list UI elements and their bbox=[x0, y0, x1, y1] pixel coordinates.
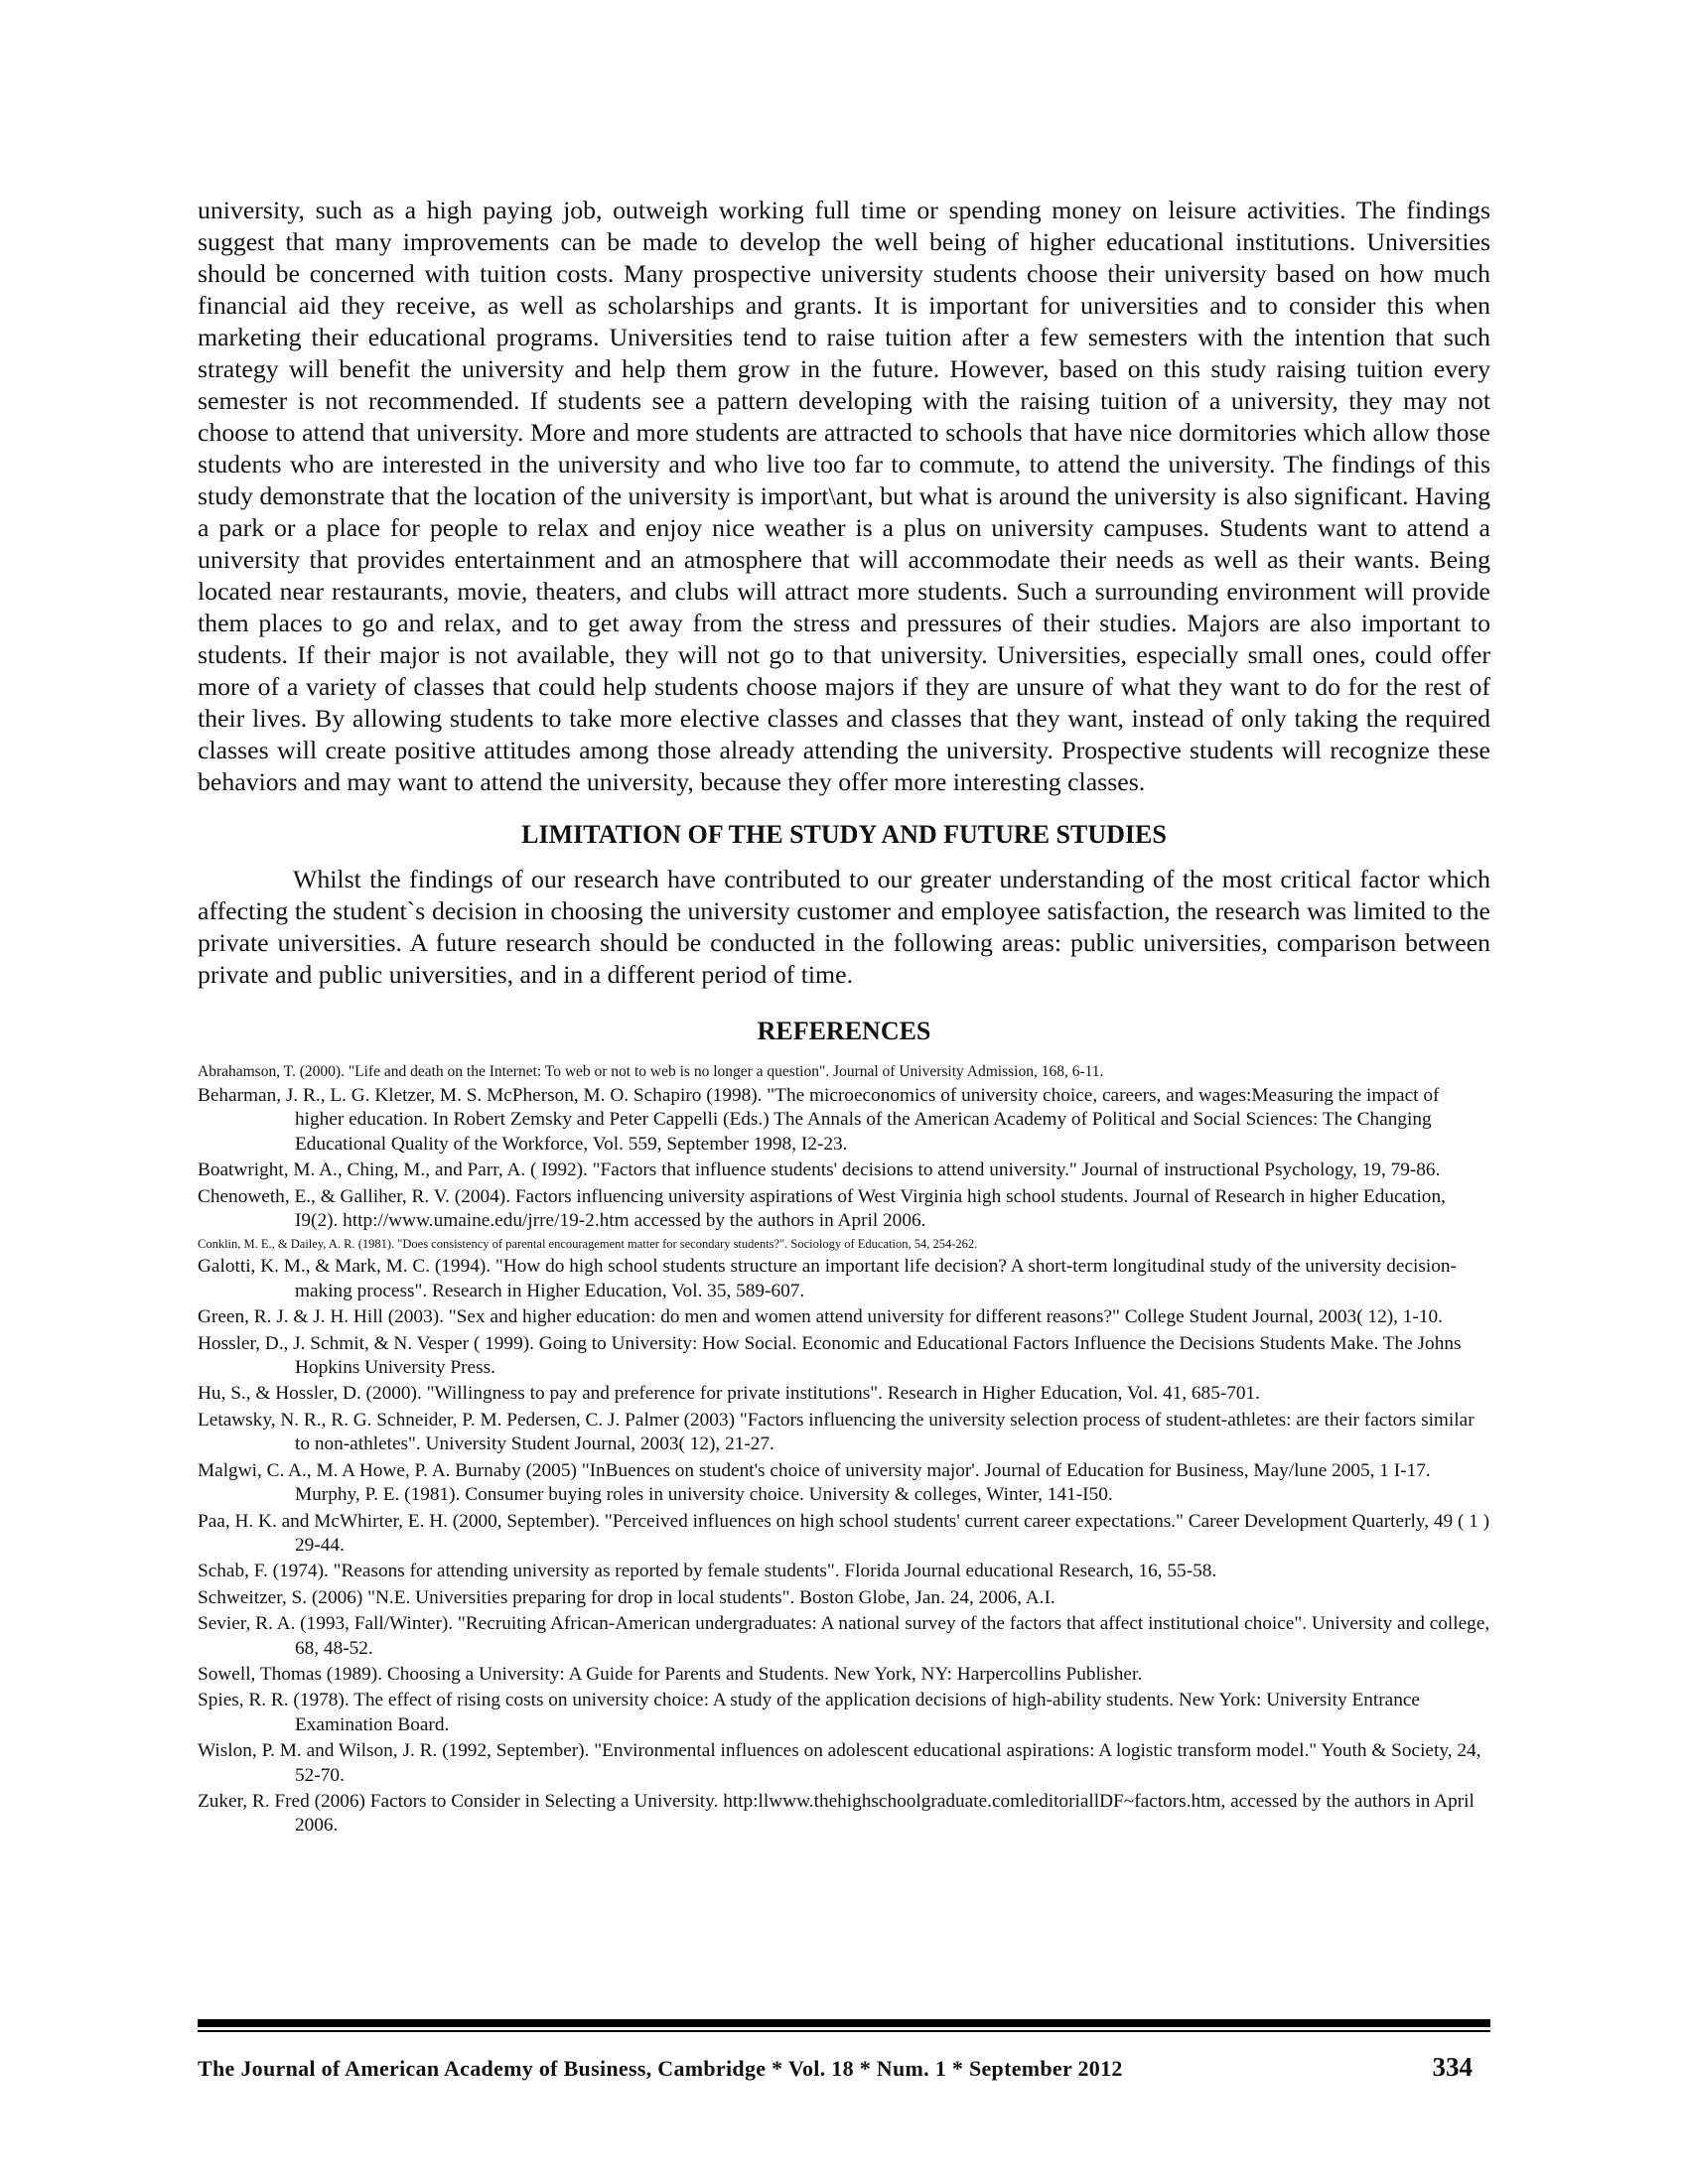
reference-item: Schab, F. (1974). "Reasons for attending university as reported by female students". Florida Journal educational Research, 16, 55-58. bbox=[198, 1561, 1217, 1582]
reference-item: Galotti, K. M., & Mark, M. C. (1994). "How do high school students structure an important life decision? A short-term longitudinal study of the university decision-making process". Research in Higher Education, Vol. 35, 589-607. bbox=[198, 1256, 1457, 1301]
reference-item: Spies, R. R. (1978). The effect of rising costs on university choice: A study of the application decisions of high-ability students. New York: University Entrance Examination Board. bbox=[198, 1690, 1420, 1735]
body-paragraph: university, such as a high paying job, outweigh working full time or spending money on leisure activities. The findings suggest that many improvements can be made to develop the well being of higher educational institutions. Universities should be concerned with tuition costs. Many prospective university students choose their university based on how much financial aid they receive, as well as scholarships and grants. It is important for universities and to consider this when marketing their educational programs. Universities tend to raise tuition after a few semesters with the intention that such strategy will benefit the university and help them grow in the future. However, based on this study raising tuition every semester is not recommended. If students see a pattern developing with the raising tuition of a university, they may not choose to attend that university. More and more students are attracted to schools that have nice dormitories which allow those students who are interested in the university and who live too far to commute, to attend the university. The findings of this study demonstrate that the location of the university is import\ant, but what is around the university is also significant. Having a park or a place for people to relax and enjoy nice weather is a plus on university campuses. Students want to attend a university that provides entertainment and an atmosphere that will accommodate their needs as well as their wants. Being located near restaurants, movie, theaters, and clubs will attract more students. Such a surrounding environment will provide them places to go and relax, and to get away from the stress and pressures of their studies. Majors are also important to students. If their major is not available, they will not go to that university. Universities, especially small ones, could offer more of a variety of classes that could help students choose majors if they are unsure of what they want to do for the rest of their lives. By allowing students to take more elective classes and classes that they want, instead of only taking the required classes will create positive attitudes among those already attending the university. Prospective students will recognize these behaviors and may want to attend the university, because they offer more interesting classes. bbox=[198, 196, 1490, 796]
reference-item: Hu, S., & Hossler, D. (2000). "Willingness to pay and preference for private institutions". Research in Higher Education, Vol. 41, 685-701. bbox=[198, 1383, 1260, 1405]
page-content bbox=[198, 195, 1490, 1841]
reference-item: Letawsky, N. R., R. G. Schneider, P. M. Pedersen, C. J. Palmer (2003) "Factors influencing the university selection process of student-athletes: are their factors similar to non-athletes". University Student Journal, 2003( 12), 21-27. bbox=[198, 1409, 1475, 1455]
reference-item: Zuker, R. Fred (2006) Factors to Consider in Selecting a University. http:llwww.thehighschoolgraduate.comleditoriallDF~factors.htm, accessed by the authors in April 2006. bbox=[198, 1790, 1475, 1837]
limitation-paragraph: Whilst the findings of our research have contributed to our greater understanding of the most critical factor which affecting the student`s decision in choosing the university customer and employee satisfaction, the research was limited to the private universities. A future research should be conducted in the following areas: public universities, comparison between private and public universities, and in a different period of time. bbox=[198, 865, 1490, 989]
reference-item: Wislon, P. M. and Wilson, J. R. (1992, September). "Environmental influences on adolescent educational aspirations: A logistic transform model." Youth & Society, 24, 52-70. bbox=[198, 1740, 1481, 1786]
limitation-heading: LIMITATION OF THE STUDY AND FUTURE STUDIES bbox=[521, 820, 1167, 849]
references-list bbox=[198, 1062, 1490, 1839]
reference-item: Paa, H. K. and McWhirter, E. H. (2000, September). "Perceived influences on high school students' current career expectations." Career Development Quarterly, 49 ( 1 ) 29-44. bbox=[198, 1510, 1490, 1556]
journal-citation: The Journal of American Academy of Business, Cambridge * Vol. 18 * Num. 1 * September 2012 bbox=[198, 2056, 1123, 2081]
footer-rule-thin bbox=[198, 2030, 1490, 2032]
reference-item: Boatwright, M. A., Ching, M., and Parr, A. ( I992). "Factors that influence students' decisions to attend university." Journal of instructional Psychology, 19, 79-86. bbox=[198, 1160, 1441, 1181]
reference-item: Schweitzer, S. (2006) "N.E. Universities preparing for drop in local students". Boston Globe, Jan. 24, 2006, A.I. bbox=[198, 1586, 1055, 1608]
footer-rule-thick bbox=[198, 2019, 1490, 2027]
reference-item: Sevier, R. A. (1993, Fall/Winter). "Recruiting African-American undergraduates: A national survey of the factors that affect institutional choice". University and college, 68, 48-52. bbox=[198, 1613, 1490, 1659]
reference-item: Beharman, J. R., L. G. Kletzer, M. S. McPherson, M. O. Schapiro (1998). "The microeconomics of university choice, careers, and wages:Measuring the impact of higher education. In Robert Zemsky and Peter Cappelli (Eds.) The Annals of the American Academy of Political and Social Sciences: The Changing Educational Quality of the Workforce, Vol. 559, September 1998, I2-23. bbox=[198, 1085, 1440, 1155]
reference-item: Green, R. J. & J. H. Hill (2003). "Sex and higher education: do men and women attend university for different reasons?" College Student Journal, 2003( 12), 1-10. bbox=[198, 1306, 1443, 1328]
reference-item: Malgwi, C. A., M. A Howe, P. A. Burnaby (2005) "InBuences on student's choice of university major'. Journal of Education for Business, May/lune 2005, 1 I-17. Murphy, P. E. (1981). Consumer buying roles in university choice. University & colleges, Winter, 141-I50. bbox=[198, 1459, 1431, 1506]
page-footer bbox=[198, 2019, 1490, 2083]
reference-item: Abrahamson, T. (2000). "Life and death on the Internet: To web or not to web is no longer a question". Journal of University Admission, 168, 6-11. bbox=[198, 1063, 1104, 1080]
references-heading: REFERENCES bbox=[757, 1017, 931, 1045]
reference-item: Conklin, M. E., & Dailey, A. R. (1981). "Does consistency of parental encouragement matter for secondary students?". Sociology of Education, 54, 254-262. bbox=[198, 1237, 978, 1252]
reference-item: Sowell, Thomas (1989). Choosing a University: A Guide for Parents and Students. New York, NY: Harpercollins Publisher. bbox=[198, 1663, 1143, 1685]
reference-item: Chenoweth, E., & Galliher, R. V. (2004). Factors influencing university aspirations of West Virginia high school students. Journal of Research in higher Education, I9(2). http://www.umaine.edu/jrre/19-2.htm accessed by the authors in April 2006. bbox=[198, 1185, 1446, 1232]
reference-item: Hossler, D., J. Schmit, & N. Vesper ( 1999). Going to University: How Social. Economic and Educational Factors Influence the Decisions Students Make. The Johns Hopkins University Press. bbox=[198, 1332, 1462, 1379]
footer-line bbox=[198, 2052, 1490, 2083]
page-number: 334 bbox=[1432, 2052, 1473, 2082]
